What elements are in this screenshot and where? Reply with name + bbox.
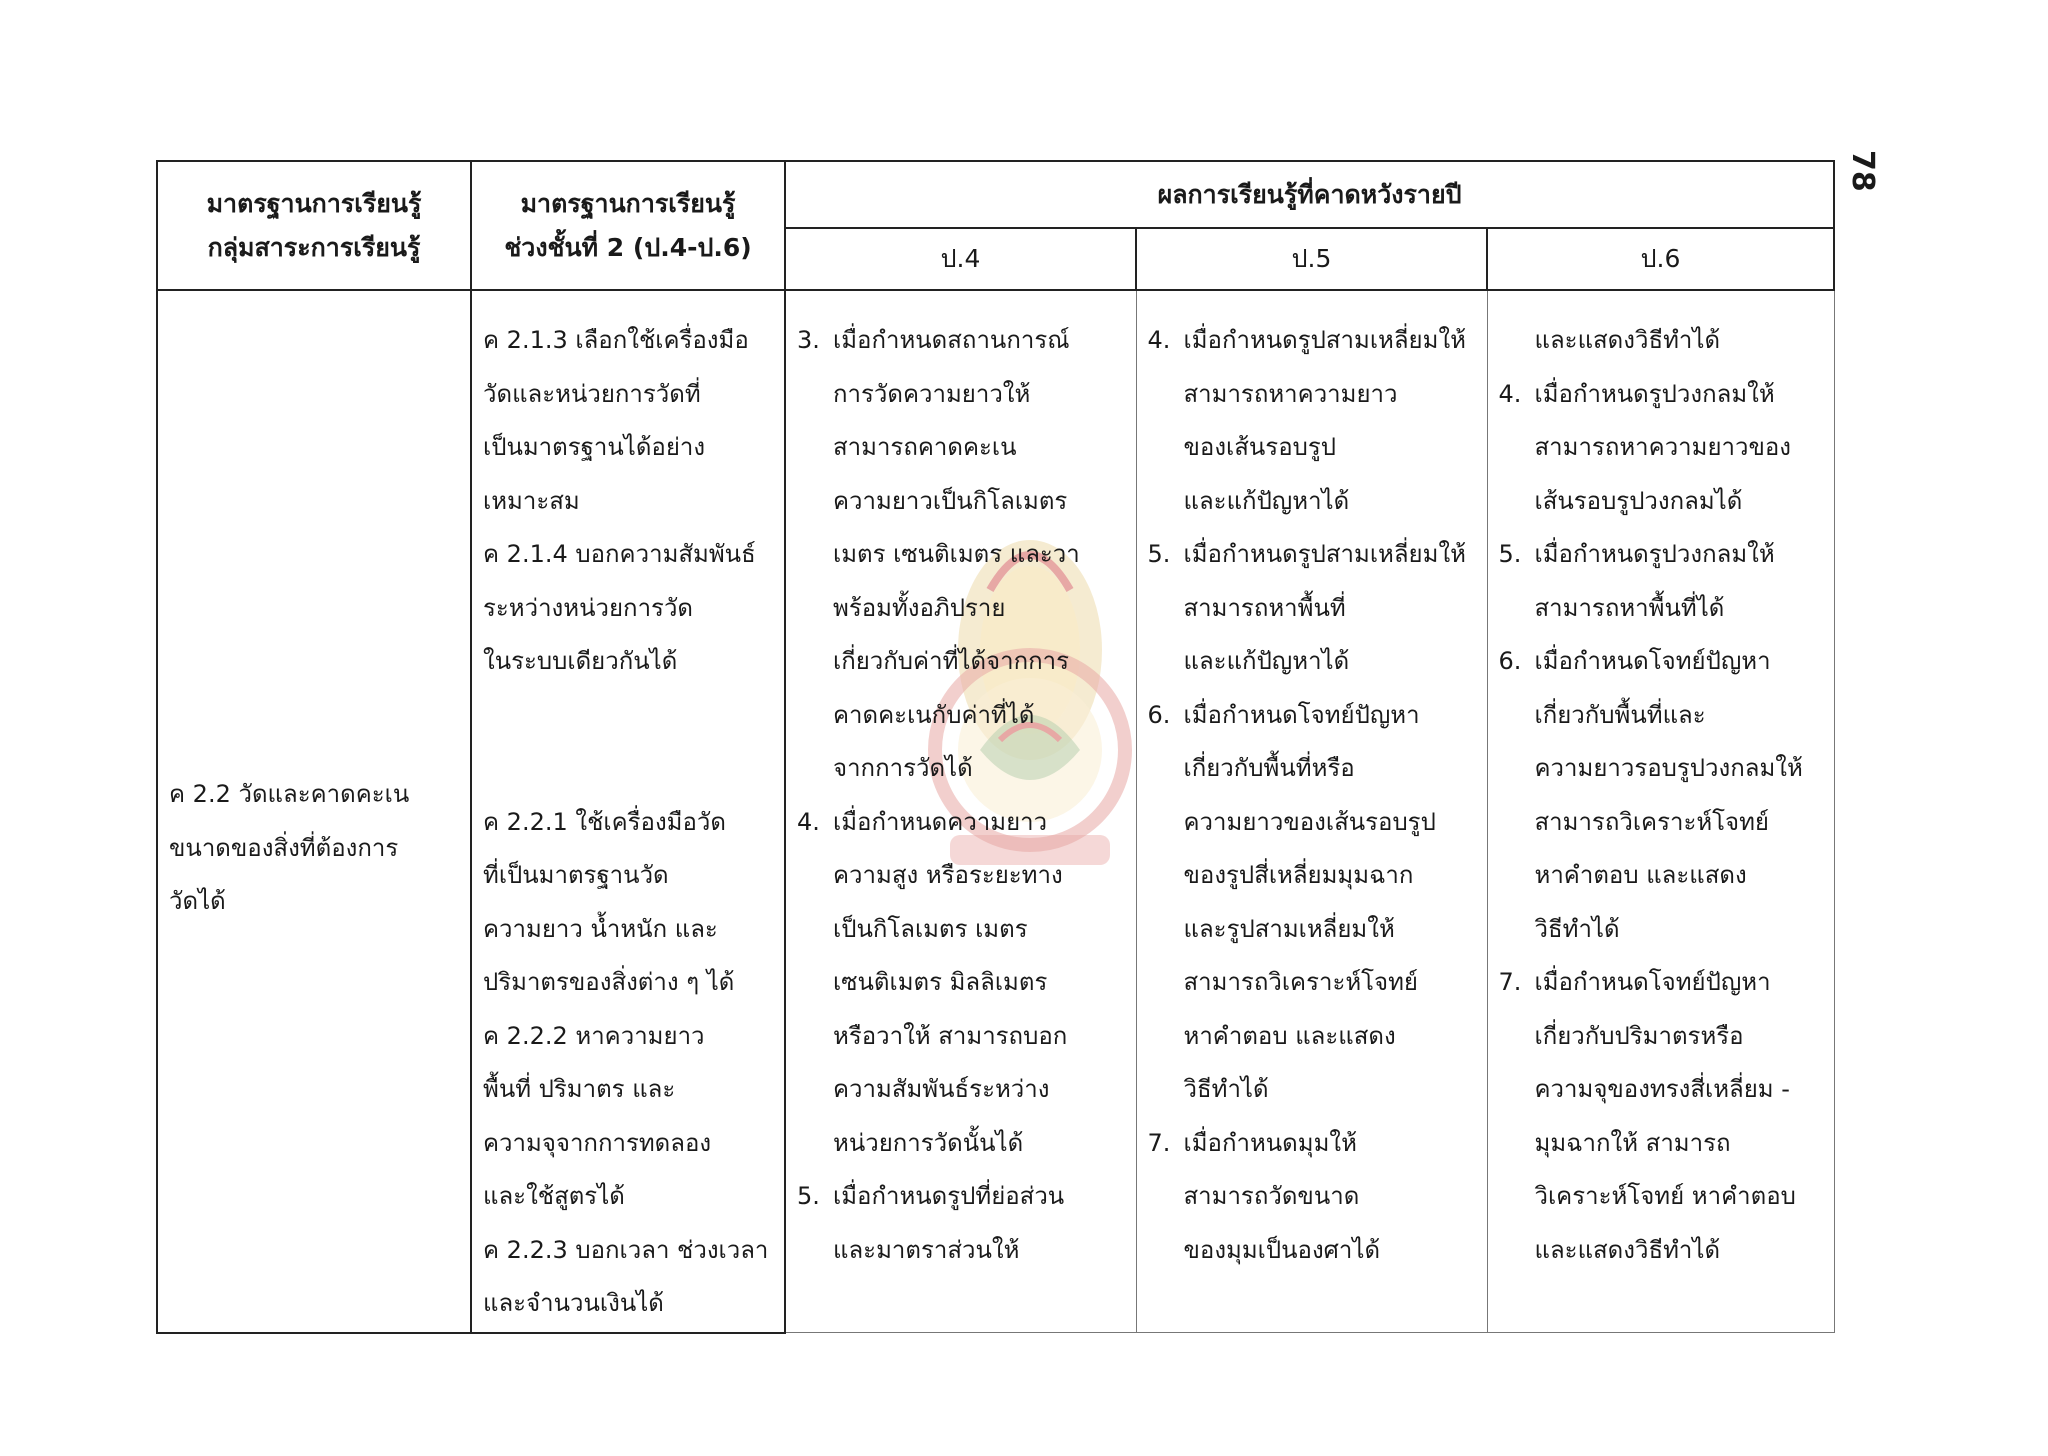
text-line: ระหว่างหน่วยการวัด	[483, 593, 693, 622]
text-line: วัดและหน่วยการวัดที่	[483, 379, 701, 408]
header-level-standard: มาตรฐานการเรียนรู้ ช่วงชั้นที่ 2 (ป.4-ป.6)	[471, 161, 785, 290]
page-number: 78	[1845, 150, 1880, 192]
outcome-item: 5. เมื่อกำหนดรูปที่ย่อส่วน และมาตราส่วนให้	[797, 1182, 1065, 1264]
header-grade-p5: ป.5	[1136, 228, 1487, 290]
text-line: ค 2.2.2 หาความยาว	[483, 1021, 705, 1050]
outcome-item: 6. เมื่อกำหนดโจทย์ปัญหา เกี่ยวกับพื้นที่และ ความยาวรอบรูปวงกลมให้ สามารถวิเคราะห์โจทย์ หาคำตอบ และแสดง วิธีทำได้	[1498, 647, 1803, 943]
text-line: ค 2.2.1 ใช้เครื่องมือวัด	[483, 807, 726, 836]
cell-learning-area	[157, 290, 471, 1333]
outcome-item: และแสดงวิธีทำได้	[1534, 326, 1721, 354]
header-learning-area: มาตรฐานการเรียนรู้ กลุ่มสาระการเรียนรู้	[157, 161, 471, 290]
text-line: ปริมาตรของสิ่งต่าง ๆ ได้	[483, 968, 735, 996]
text-line: ที่เป็นมาตรฐานวัด	[483, 861, 669, 889]
text-line: และจำนวนเงินได้	[483, 1289, 664, 1317]
cell-grade-p4	[785, 290, 1136, 1333]
header-expected-outcomes: ผลการเรียนรู้ที่คาดหวังรายปี	[785, 161, 1834, 228]
text-line: ค 2.2 วัดและคาดคะเน	[169, 780, 410, 808]
text-line: และใช้สูตรได้	[483, 1182, 625, 1210]
outcome-item: 5. เมื่อกำหนดรูปสามเหลี่ยมให้ สามารถหาพื้นที่ และแก้ปัญหาได้	[1147, 540, 1466, 675]
text-line: ความจุจากการทดลอง	[483, 1128, 712, 1157]
text-line: ค 2.2.3 บอกเวลา ช่วงเวลา	[483, 1235, 769, 1264]
outcome-item: 4. เมื่อกำหนดความยาว ความสูง หรือระยะทาง เป็นกิโลเมตร เมตร เซนติเมตร มิลลิเมตร หรือวาให้ สามารถบอก ความสัมพันธ์ระหว่าง หน่วยการวัดนั้นได้	[797, 807, 1068, 1157]
outcome-item: 5. เมื่อกำหนดรูปวงกลมให้ สามารถหาพื้นที่ได้	[1498, 540, 1775, 622]
text-line: ขนาดของสิ่งที่ต้องการ	[169, 833, 399, 862]
text-line: ในระบบเดียวกันได้	[483, 647, 678, 675]
outcome-item: 6. เมื่อกำหนดโจทย์ปัญหา เกี่ยวกับพื้นที่หรือ ความยาวของเส้นรอบรูป ของรูปสี่เหลี่ยมมุมฉาก และรูปสามเหลี่ยมให้ สามารถวิเคราะห์โจทย์ หาคำตอบ และแสดง วิธีทำได้	[1147, 700, 1436, 1103]
cell-level-standard	[471, 290, 785, 1333]
text-line: พื้นที่ ปริมาตร และ	[483, 1075, 676, 1103]
outcome-item: 7. เมื่อกำหนดโจทย์ปัญหา เกี่ยวกับปริมาตรหรือ ความจุของทรงสี่เหลี่ยม - มุมฉากให้ สามารถ วิเคราะห์โจทย์ หาคำตอบ และแสดงวิธีทำได้	[1498, 968, 1796, 1264]
text-line: เหมาะสม	[483, 486, 580, 515]
header-grade-p6: ป.6	[1487, 228, 1834, 290]
outcome-item: 3. เมื่อกำหนดสถานการณ์ การวัดความยาวให้ สามารถคาดคะเน ความยาวเป็นกิโลเมตร เมตร เซนติเมตร และวา พร้อมทั้งอภิปราย เกี่ยวกับค่าที่ได้จากการ คาดคะเนกับค่าที่ได้ จากการวัดได้	[797, 326, 1080, 782]
header-grade-p4: ป.4	[785, 228, 1136, 290]
text-line: วัดได้	[169, 887, 226, 915]
curriculum-table	[156, 160, 1835, 1334]
outcome-item: 7. เมื่อกำหนดมุมให้ สามารถวัดขนาด ของมุมเป็นองศาได้	[1147, 1128, 1381, 1264]
text-line: ค 2.1.4 บอกความสัมพันธ์	[483, 540, 756, 568]
outcome-item: 4. เมื่อกำหนดรูปวงกลมให้ สามารถหาความยาวของ เส้นรอบรูปวงกลมได้	[1498, 379, 1792, 515]
text-line: ความยาว น้ำหนัก และ	[483, 914, 718, 943]
text-line: ค 2.1.3 เลือกใช้เครื่องมือ	[483, 326, 749, 354]
outcome-item: 4. เมื่อกำหนดรูปสามเหลี่ยมให้ สามารถหาความยาว ของเส้นรอบรูป และแก้ปัญหาได้	[1147, 326, 1466, 515]
cell-grade-p5	[1136, 290, 1487, 1333]
text-line: เป็นมาตรฐานได้อย่าง	[483, 433, 706, 461]
cell-grade-p6	[1487, 290, 1834, 1333]
